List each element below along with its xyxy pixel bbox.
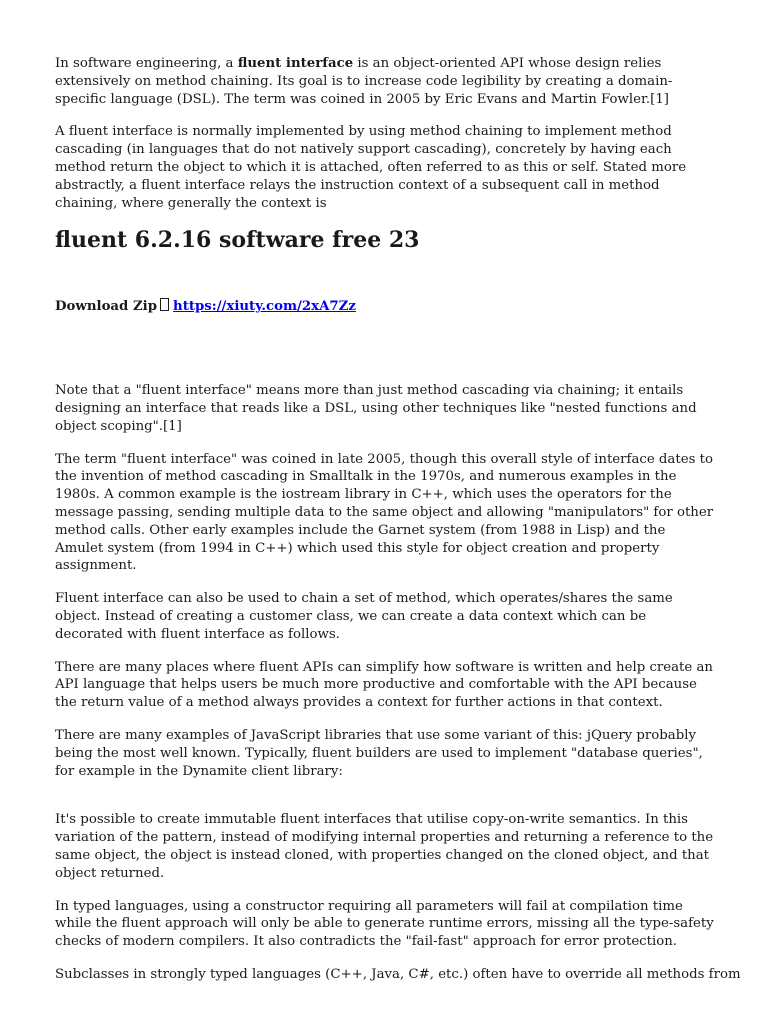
intro-text-start: In software engineering, a <box>55 56 238 71</box>
body-paragraph-8: Subclasses in strongly typed languages (C++, Java, C#, etc.) often have to override all methods from <box>55 966 741 982</box>
body-paragraph-6: It's possible to create immutable fluent interfaces that utilise copy-on-write semantics. In this variation of the pattern, instead of modifying internal properties and returning a reference to the same object, the object is instead cloned, with properties changed on the cloned object, and that object returned. <box>55 812 714 881</box>
body-paragraph-7: In typed languages, using a constructor requiring all parameters will fail at compilation time while the fluent approach will only be able to generate runtime errors, missing all the type-safety checks of modern compilers. It also contradicts the "fail-fast" approach for error protection. <box>55 898 714 950</box>
download-label: Download Zip <box>55 299 158 315</box>
intro-paragraph-2: A fluent interface is normally implemented by using method chaining to implement method cascading (in languages that do not natively support cascading), concretely by having each method return the object to which it is attached, often referred to as this or self. Stated more abstractly, a fluent interface relays the instruction context of a subsequent call in method chaining, where generally the context is <box>55 124 687 211</box>
intro-paragraph-1 <box>55 55 717 108</box>
page-heading: fluent 6.2.16 software free 23 <box>55 227 420 254</box>
body-paragraph-2: The term "fluent interface" was coined in late 2005, though this overall style of interface dates to the invention of method cascading in Smalltalk in the 1970s, and numerous examples in the 1980s. A common example is the iostream library in C++, which uses the operators for the message passing, sending multiple data to the same object and allowing "manipulators" for other method calls. Other early examples include the Garnet system (from 1988 in Lisp) and the Amulet system (from 1994 in C++) which used this style for object creation and property assignment. <box>55 451 714 574</box>
body-paragraph-4: There are many places where fluent APIs can simplify how software is written and help create an API language that helps users be much more productive and comfortable with the API because the return value of a method always provides a context for further actions in that context. <box>55 659 713 711</box>
missing-glyph-icon <box>160 298 169 311</box>
intro-text-end: is an object-oriented API whose design relies extensively on method chaining. Its goal is to increase code legibility by creating a domain-specific language (DSL). The term was coined in 2005 by Eric Evans and Martin Fowler.[1] <box>55 56 673 107</box>
body-paragraph-5: There are many examples of JavaScript libraries that use some variant of this: jQuery probably being the most well known. Typically, fluent builders are used to implement "database queries", for example in the Dynamite client library: <box>55 727 703 779</box>
fluent-interface-term: fluent interface <box>237 56 354 71</box>
body-paragraph-1: Note that a "fluent interface" means more than just method cascading via chaining; it entails designing an interface that reads like a DSL, using other techniques like "nested functions and object scoping".[1] <box>55 383 697 434</box>
document-page <box>55 55 741 984</box>
download-link[interactable]: https://xiuty.com/2xA7Zz <box>173 299 356 315</box>
body-paragraph-3: Fluent interface can also be used to chain a set of method, which operates/shares the same object. Instead of creating a customer class, we can create a data context which can be decorated with fluent interface as follows. <box>55 591 673 642</box>
download-line <box>55 298 717 316</box>
